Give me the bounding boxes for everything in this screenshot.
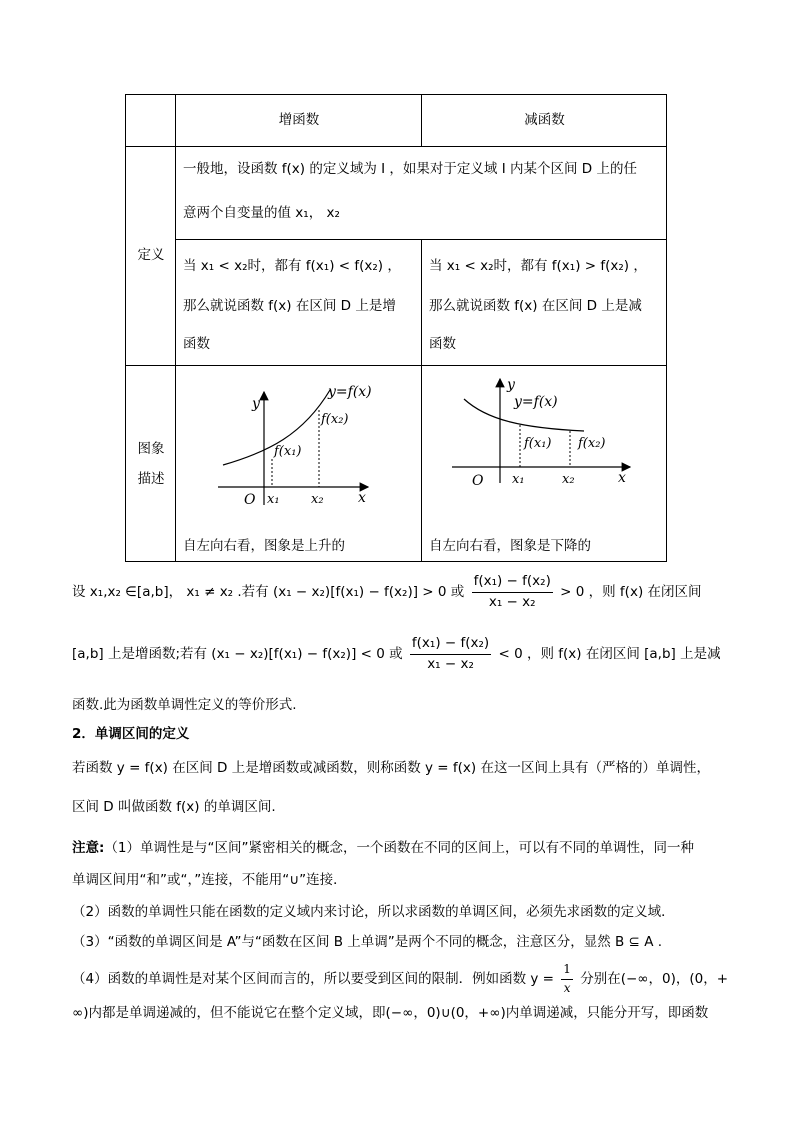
text-segment: 设 x₁,x₂ ∈[a,b]， x₁ ≠ x₂ .若有 (x₁ − x₂)[f(x₁) − f(x₂)] > 0 或 bbox=[72, 584, 465, 601]
table-rule bbox=[421, 239, 422, 562]
note-4-line2: ∞)内都是单调递减的，但不能说它在整个定义域，即(−∞，0)∪(0，+∞)内单调递减，只能分开写，即函数 bbox=[72, 1005, 709, 1021]
row-label-graph-1: 图象 bbox=[137, 441, 165, 457]
equivalent-definition-line3: 函数.此为函数单调性定义的等价形式. bbox=[72, 697, 297, 713]
monotonicity-table bbox=[125, 94, 667, 562]
text-segment: （1）单调性是与“区间”紧密相关的概念，一个函数在不同的区间上，可以有不同的单调性，同一种 bbox=[104, 840, 694, 856]
equivalent-definition-line1 bbox=[72, 573, 702, 611]
table-rule bbox=[126, 365, 667, 366]
decreasing-function-graph bbox=[452, 375, 642, 495]
note-4-line1 bbox=[72, 962, 728, 996]
reciprocal-fraction bbox=[561, 962, 573, 996]
text-segment: （4）函数的单调性是对某个区间而言的，所以要受到区间的限制．例如函数 y = bbox=[72, 971, 554, 988]
note-2: （2）函数的单调性只能在函数的定义域内来讨论，所以求函数的单调区间，必须先求函数的定义域． bbox=[72, 904, 675, 920]
table-rule bbox=[176, 146, 667, 147]
row-label-definition: 定义 bbox=[137, 247, 165, 263]
label-x: x bbox=[358, 490, 366, 506]
increasing-function-graph bbox=[218, 380, 378, 510]
label-origin: O bbox=[472, 473, 484, 489]
text-segment: [a,b] 上是增函数;若有 (x₁ − x₂)[f(x₁) − f(x₂)] < 0 或 bbox=[72, 646, 403, 663]
label-y: y bbox=[507, 377, 515, 393]
note-label: 注意: bbox=[72, 840, 105, 856]
interval-definition-line2: 区间 D 叫做函数 f(x) 的单调区间. bbox=[72, 799, 276, 815]
label-x2: x₂ bbox=[311, 492, 324, 507]
text-segment: > 0 ，则 f(x) 在闭区间 bbox=[560, 584, 702, 601]
label-origin: O bbox=[244, 492, 256, 508]
caption-decreasing: 自左向右看，图象是下降的 bbox=[429, 538, 591, 554]
fraction-denominator: x₁ − x₂ bbox=[488, 593, 536, 610]
definition-decreasing-line2: 那么就说函数 f(x) 在区间 D 上是减 bbox=[429, 298, 642, 314]
fraction-denominator: x₁ − x₂ bbox=[427, 655, 474, 672]
equivalent-definition-line2 bbox=[72, 635, 721, 673]
label-x1: x₁ bbox=[267, 492, 280, 507]
note-1-line1 bbox=[72, 840, 694, 858]
label-f-x2: f(x₂) bbox=[578, 436, 606, 451]
table-rule bbox=[175, 95, 176, 562]
definition-increasing-line3: 函数 bbox=[183, 336, 210, 352]
caption-increasing: 自左向右看，图象是上升的 bbox=[183, 538, 345, 554]
label-curve: y=f(x) bbox=[328, 384, 372, 400]
label-x: x bbox=[618, 470, 626, 486]
definition-decreasing-line3: 函数 bbox=[429, 336, 456, 352]
difference-quotient-fraction bbox=[472, 573, 553, 611]
fraction-numerator: f(x₁) − f(x₂) bbox=[410, 635, 491, 655]
note-3: （3）“函数的单调区间是 A”与“函数在区间 B 上单调”是两个不同的概念，注意区分，显然 B ⊆ A . bbox=[72, 934, 663, 950]
definition-common-line1: 一般地，设函数 f(x) 的定义域为 I ，如果对于定义域 I 内某个区间 D 上的任 bbox=[183, 161, 637, 177]
label-x2: x₂ bbox=[562, 472, 575, 487]
text-segment: 分别在(−∞，0)，(0，+ bbox=[580, 971, 729, 988]
label-f-x1: f(x₁) bbox=[524, 436, 552, 451]
definition-increasing-line2: 那么就说函数 f(x) 在区间 D 上是增 bbox=[183, 298, 396, 314]
text-segment: < 0 ，则 f(x) 在闭区间 [a,b] 上是减 bbox=[498, 646, 721, 663]
fraction-denominator: x bbox=[563, 980, 571, 995]
label-f-x2: f(x₂) bbox=[321, 412, 349, 427]
header-decreasing: 减函数 bbox=[524, 112, 565, 128]
section-heading: 2．单调区间的定义 bbox=[72, 726, 190, 742]
table-rule bbox=[126, 146, 176, 147]
difference-quotient-fraction bbox=[410, 635, 491, 673]
definition-common-line2: 意两个自变量的值 x₁， x₂ bbox=[183, 205, 340, 221]
definition-decreasing-line1: 当 x₁ < x₂时，都有 f(x₁) > f(x₂) ， bbox=[429, 258, 647, 274]
label-f-x1: f(x₁) bbox=[274, 444, 302, 459]
fraction-numerator: 1 bbox=[561, 962, 573, 980]
fraction-numerator: f(x₁) − f(x₂) bbox=[472, 573, 553, 593]
definition-increasing-line1: 当 x₁ < x₂时，都有 f(x₁) < f(x₂) ， bbox=[183, 258, 401, 274]
note-1-line2: 单调区间用“和”或“，”连接，不能用“∪”连接． bbox=[72, 872, 347, 888]
label-y: y bbox=[252, 396, 260, 412]
header-increasing: 增函数 bbox=[278, 112, 320, 128]
label-curve: y=f(x) bbox=[514, 394, 558, 410]
interval-definition-line1: 若函数 y = f(x) 在区间 D 上是增函数或减函数，则称函数 y = f(x) 在这一区间上具有（严格的）单调性， bbox=[72, 760, 710, 776]
label-x1: x₁ bbox=[512, 472, 525, 487]
row-label-graph-2: 描述 bbox=[137, 471, 165, 487]
